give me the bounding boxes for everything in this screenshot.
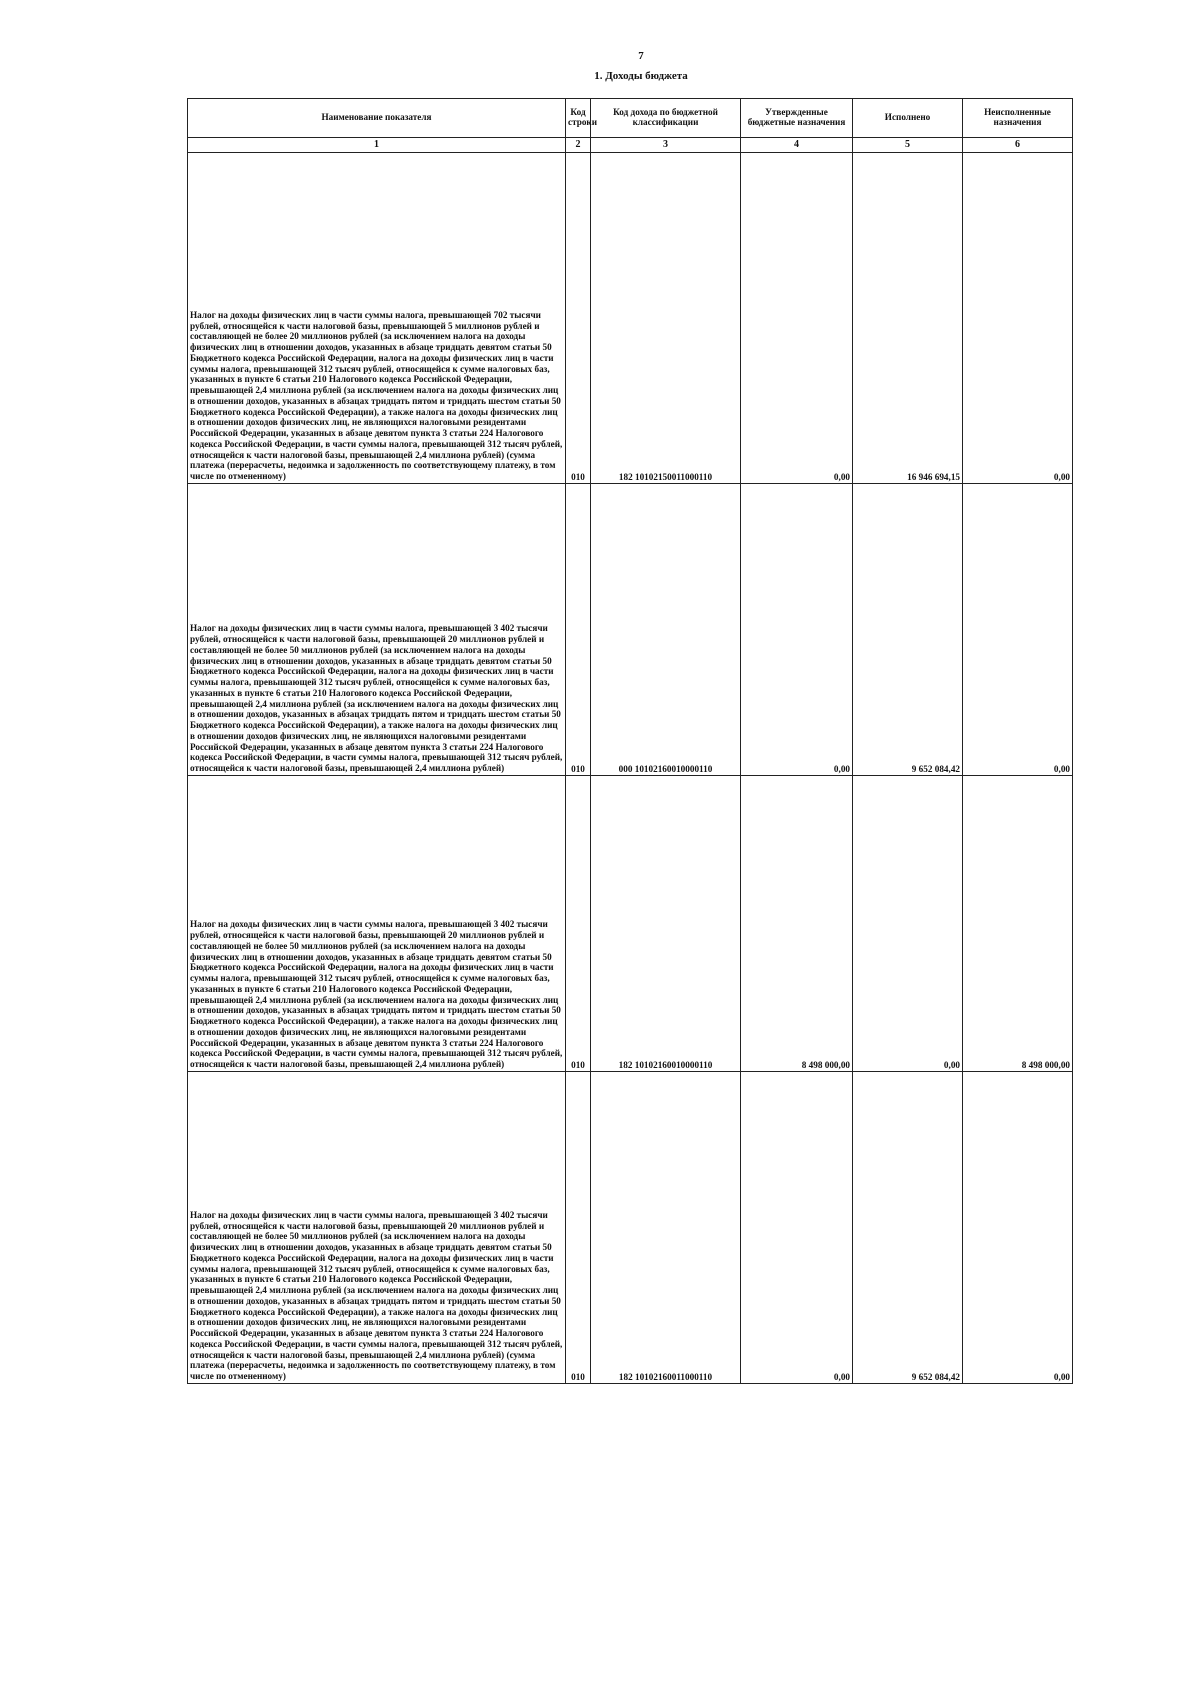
budget-code: 182 10102150011000110	[591, 153, 741, 484]
column-number: 6	[963, 138, 1073, 153]
unexecuted-amount: 0,00	[963, 484, 1073, 776]
unexecuted-amount: 0,00	[963, 153, 1073, 484]
budget-code: 182 10102160010000110	[591, 776, 741, 1072]
indicator-name: Налог на доходы физических лиц в части суммы налога, превышающей 3 402 тысячи рублей, относящейся к части налоговой базы, превышающей 20 миллионов рублей и составляющей не более 50 миллионов рублей (за исключением налога на доходы физических лиц в отношении доходов, указанных в абзаце тридцать девятом статьи 50 Бюджетного кодекса Российской Федерации, налога на доходы физических лиц в части суммы налога, превышающей 312 тысяч рублей, относящейся к сумме налоговых баз, указанных в пункте 6 статьи 210 Налогового кодекса Российской Федерации, превышающей 2,4 миллиона рублей (за исключением налога на доходы физических лиц в отношении доходов, указанных в абзацах тридцать пятом и тридцать шестом статьи 50 Бюджетного кодекса Российской Федерации), а также налога на доходы физических лиц в отношении доходов физических лиц, не являющихся налоговыми резидентами Российской Федерации, указанных в абзаце девятом пункта 3 статьи 224 Налогового кодекса Российской Федерации, в части суммы налога, превышающей 312 тысяч рублей, относящейся к части налоговой базы, превышающей 2,4 миллиона рублей) (сумма платежа (перерасчеты, недоимка и задолженность по соответствующему платежу, в том числе по отмененному)	[188, 1072, 566, 1384]
approved-amount: 0,00	[741, 484, 853, 776]
table-header-row	[188, 99, 1073, 138]
column-number: 5	[853, 138, 963, 153]
page-number: 7	[638, 50, 644, 62]
unexecuted-amount: 0,00	[963, 1072, 1073, 1384]
header-executed: Исполнено	[853, 99, 963, 138]
table-row	[188, 484, 1073, 776]
executed-amount: 9 652 084,42	[853, 484, 963, 776]
header-row-code: Код строки	[566, 99, 591, 138]
table-row	[188, 153, 1073, 484]
column-number-row	[188, 138, 1073, 153]
budget-code: 182 10102160011000110	[591, 1072, 741, 1384]
row-code: 010	[566, 776, 591, 1072]
header-unexecuted: Неисполненные назначения	[963, 99, 1073, 138]
unexecuted-amount: 8 498 000,00	[963, 776, 1073, 1072]
approved-amount: 0,00	[741, 1072, 853, 1384]
column-number: 1	[188, 138, 566, 153]
header-indicator-name: Наименование показателя	[188, 99, 566, 138]
approved-amount: 8 498 000,00	[741, 776, 853, 1072]
row-code: 010	[566, 153, 591, 484]
executed-amount: 16 946 694,15	[853, 153, 963, 484]
column-number: 4	[741, 138, 853, 153]
table-row	[188, 1072, 1073, 1384]
budget-revenue-table	[187, 98, 1073, 1384]
row-code: 010	[566, 484, 591, 776]
row-code: 010	[566, 1072, 591, 1384]
column-number: 2	[566, 138, 591, 153]
column-number: 3	[591, 138, 741, 153]
executed-amount: 9 652 084,42	[853, 1072, 963, 1384]
indicator-name: Налог на доходы физических лиц в части суммы налога, превышающей 3 402 тысячи рублей, относящейся к части налоговой базы, превышающей 20 миллионов рублей и составляющей не более 50 миллионов рублей (за исключением налога на доходы физических лиц в отношении доходов, указанных в абзаце тридцать девятом статьи 50 Бюджетного кодекса Российской Федерации, налога на доходы физических лиц в части суммы налога, превышающей 312 тысяч рублей, относящейся к сумме налоговых баз, указанных в пункте 6 статьи 210 Налогового кодекса Российской Федерации, превышающей 2,4 миллиона рублей (за исключением налога на доходы физических лиц в отношении доходов, указанных в абзацах тридцать пятом и тридцать шестом статьи 50 Бюджетного кодекса Российской Федерации), а также налога на доходы физических лиц в отношении доходов физических лиц, не являющихся налоговыми резидентами Российской Федерации, указанных в абзаце девятом пункта 3 статьи 224 Налогового кодекса Российской Федерации, в части суммы налога, превышающей 312 тысяч рублей, относящейся к части налоговой базы, превышающей 2,4 миллиона рублей)	[188, 776, 566, 1072]
table-row	[188, 776, 1073, 1072]
budget-code: 000 10102160010000110	[591, 484, 741, 776]
executed-amount: 0,00	[853, 776, 963, 1072]
indicator-name: Налог на доходы физических лиц в части суммы налога, превышающей 3 402 тысячи рублей, относящейся к части налоговой базы, превышающей 20 миллионов рублей и составляющей не более 50 миллионов рублей (за исключением налога на доходы физических лиц в отношении доходов, указанных в абзаце тридцать девятом статьи 50 Бюджетного кодекса Российской Федерации, налога на доходы физических лиц в части суммы налога, превышающей 312 тысяч рублей, относящейся к сумме налоговых баз, указанных в пункте 6 статьи 210 Налогового кодекса Российской Федерации, превышающей 2,4 миллиона рублей (за исключением налога на доходы физических лиц в отношении доходов, указанных в абзацах тридцать пятом и тридцать шестом статьи 50 Бюджетного кодекса Российской Федерации), а также налога на доходы физических лиц в отношении доходов физических лиц, не являющихся налоговыми резидентами Российской Федерации, указанных в абзаце девятом пункта 3 статьи 224 Налогового кодекса Российской Федерации, в части суммы налога, превышающей 312 тысяч рублей, относящейся к части налоговой базы, превышающей 2,4 миллиона рублей)	[188, 484, 566, 776]
approved-amount: 0,00	[741, 153, 853, 484]
header-approved: Утвержденные бюджетные назначения	[741, 99, 853, 138]
section-title: 1. Доходы бюджета	[594, 70, 688, 82]
indicator-name: Налог на доходы физических лиц в части суммы налога, превышающей 702 тысячи рублей, относящейся к части налоговой базы, превышающей 5 миллионов рублей и составляющей не более 20 миллионов рублей (за исключением налога на доходы физических лиц в отношении доходов, указанных в абзаце тридцать девятом статьи 50 Бюджетного кодекса Российской Федерации, налога на доходы физических лиц в части суммы налога, превышающей 312 тысяч рублей, относящейся к сумме налоговых баз, указанных в пункте 6 статьи 210 Налогового кодекса Российской Федерации, превышающей 2,4 миллиона рублей (за исключением налога на доходы физических лиц в отношении доходов, указанных в абзацах тридцать пятом и тридцать шестом статьи 50 Бюджетного кодекса Российской Федерации), а также налога на доходы физических лиц в отношении доходов физических лиц, не являющихся налоговыми резидентами Российской Федерации, указанных в абзаце девятом пункта 3 статьи 224 Налогового кодекса Российской Федерации, в части суммы налога, превышающей 312 тысяч рублей, относящейся к части налоговой базы, превышающей 2,4 миллиона рублей) (сумма платежа (перерасчеты, недоимка и задолженность по соответствующему платежу, в том числе по отмененному)	[188, 153, 566, 484]
header-budget-code: Код дохода по бюджетной классификации	[591, 99, 741, 138]
